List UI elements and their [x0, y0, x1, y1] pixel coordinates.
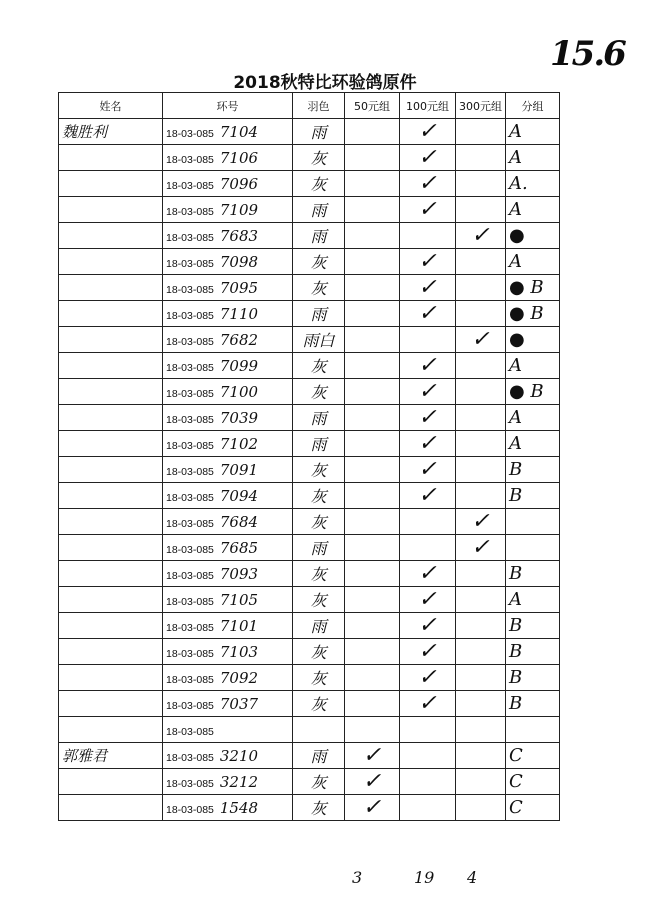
ring-number-cell — [163, 483, 293, 509]
feather-color-cell: 雨 — [293, 431, 345, 457]
ring-number-cell — [163, 249, 293, 275]
group-100-check-cell: ✓ — [400, 197, 456, 223]
ring-serial: 7103 — [219, 642, 259, 661]
footer-note: 4 — [467, 868, 478, 887]
feather-color-cell: 灰 — [293, 639, 345, 665]
group-300-check-cell — [456, 171, 506, 197]
group-100-check-cell — [400, 769, 456, 795]
group-50-check-cell — [345, 249, 400, 275]
owner-name-cell — [59, 535, 163, 561]
owner-name-cell — [59, 379, 163, 405]
ring-serial: 3210 — [219, 746, 259, 765]
group-100-check-cell — [400, 535, 456, 561]
owner-name-cell — [59, 613, 163, 639]
group-300-check-cell: ✓ — [456, 223, 506, 249]
ring-prefix: 18-03-085 — [166, 127, 214, 140]
group-300-check-cell — [456, 379, 506, 405]
owner-name-cell — [59, 405, 163, 431]
table-row — [59, 431, 560, 457]
ring-serial: 7092 — [219, 668, 259, 687]
owner-name-cell — [59, 145, 163, 171]
ring-prefix: 18-03-085 — [166, 569, 214, 582]
ring-serial: 7685 — [219, 538, 259, 557]
table-row — [59, 327, 560, 353]
ring-prefix: 18-03-085 — [166, 361, 214, 374]
group-100-check-cell: ✓ — [400, 483, 456, 509]
table-row — [59, 665, 560, 691]
ring-number-cell — [163, 457, 293, 483]
group-300-check-cell — [456, 665, 506, 691]
group-100-check-cell: ✓ — [400, 353, 456, 379]
footer-note: 3 — [352, 868, 363, 887]
ring-number-cell — [163, 301, 293, 327]
ring-number-cell — [163, 197, 293, 223]
table-row — [59, 353, 560, 379]
ring-prefix: 18-03-085 — [166, 153, 214, 166]
group-100-check-cell — [400, 327, 456, 353]
owner-name-cell — [59, 665, 163, 691]
feather-color-cell: 灰 — [293, 769, 345, 795]
group-100-check-cell: ✓ — [400, 275, 456, 301]
division-cell: A — [506, 197, 560, 223]
ring-prefix: 18-03-085 — [166, 699, 214, 712]
header-name: 姓名 — [59, 93, 163, 119]
group-100-check-cell — [400, 795, 456, 821]
table-row — [59, 795, 560, 821]
table-row — [59, 717, 560, 743]
group-300-check-cell — [456, 769, 506, 795]
ring-prefix: 18-03-085 — [166, 777, 214, 790]
table-row — [59, 613, 560, 639]
ring-number-cell — [163, 171, 293, 197]
table-row — [59, 535, 560, 561]
owner-name-cell — [59, 717, 163, 743]
header-group-50: 50元组 — [345, 93, 400, 119]
owner-name-cell — [59, 301, 163, 327]
feather-color-cell: 雨白 — [293, 327, 345, 353]
table-row — [59, 561, 560, 587]
group-50-check-cell — [345, 119, 400, 145]
ring-serial: 7109 — [219, 200, 259, 219]
group-100-check-cell — [400, 717, 456, 743]
group-50-check-cell — [345, 535, 400, 561]
feather-color-cell: 雨 — [293, 119, 345, 145]
group-50-check-cell — [345, 639, 400, 665]
division-cell: ● B — [506, 275, 560, 301]
division-cell: A — [506, 431, 560, 457]
group-300-check-cell — [456, 353, 506, 379]
group-300-check-cell: ✓ — [456, 327, 506, 353]
group-300-check-cell — [456, 275, 506, 301]
feather-color-cell: 灰 — [293, 509, 345, 535]
ring-number-cell — [163, 691, 293, 717]
group-100-check-cell — [400, 743, 456, 769]
document-title: 2018秋特比环验鸽原件 — [233, 73, 417, 93]
group-50-check-cell — [345, 717, 400, 743]
division-cell: B — [506, 613, 560, 639]
feather-color-cell: 灰 — [293, 795, 345, 821]
group-300-check-cell — [456, 561, 506, 587]
division-cell: A — [506, 249, 560, 275]
header-ring: 环号 — [163, 93, 293, 119]
division-cell: C — [506, 743, 560, 769]
table-row — [59, 691, 560, 717]
group-50-check-cell — [345, 223, 400, 249]
ring-prefix: 18-03-085 — [166, 673, 214, 686]
table-row — [59, 743, 560, 769]
owner-name-cell — [59, 795, 163, 821]
footer-note: 19 — [414, 868, 435, 887]
ring-serial: 7682 — [219, 330, 259, 349]
ring-number-cell — [163, 795, 293, 821]
group-100-check-cell: ✓ — [400, 301, 456, 327]
division-cell: A — [506, 405, 560, 431]
ring-number-cell — [163, 535, 293, 561]
ring-serial: 7093 — [219, 564, 259, 583]
ring-serial: 7094 — [219, 486, 259, 505]
division-cell: C — [506, 769, 560, 795]
ring-number-cell — [163, 639, 293, 665]
ring-number-cell — [163, 145, 293, 171]
ring-prefix: 18-03-085 — [166, 543, 214, 556]
group-300-check-cell — [456, 145, 506, 171]
ring-prefix: 18-03-085 — [166, 205, 214, 218]
owner-name-cell: 魏胜利 — [59, 119, 163, 145]
table-row — [59, 301, 560, 327]
feather-color-cell: 雨 — [293, 301, 345, 327]
division-cell: A. — [506, 171, 560, 197]
owner-name-cell — [59, 457, 163, 483]
feather-color-cell: 雨 — [293, 535, 345, 561]
ring-number-cell — [163, 665, 293, 691]
ring-serial: 7098 — [219, 252, 259, 271]
ring-prefix: 18-03-085 — [166, 751, 214, 764]
group-100-check-cell: ✓ — [400, 691, 456, 717]
group-50-check-cell: ✓ — [345, 769, 400, 795]
division-cell: B — [506, 639, 560, 665]
group-50-check-cell — [345, 171, 400, 197]
owner-name-cell — [59, 587, 163, 613]
group-50-check-cell — [345, 561, 400, 587]
group-50-check-cell — [345, 327, 400, 353]
table-row — [59, 405, 560, 431]
division-cell: B — [506, 691, 560, 717]
ring-serial: 7104 — [219, 122, 259, 141]
group-100-check-cell: ✓ — [400, 665, 456, 691]
group-50-check-cell — [345, 665, 400, 691]
division-cell: A — [506, 353, 560, 379]
group-300-check-cell — [456, 795, 506, 821]
table-body — [59, 119, 560, 821]
owner-name-cell — [59, 431, 163, 457]
feather-color-cell: 灰 — [293, 145, 345, 171]
ring-number-cell — [163, 275, 293, 301]
group-300-check-cell — [456, 457, 506, 483]
group-300-check-cell — [456, 691, 506, 717]
ring-serial: 7037 — [219, 694, 259, 713]
ring-prefix: 18-03-085 — [166, 491, 214, 504]
table-row — [59, 223, 560, 249]
group-50-check-cell — [345, 197, 400, 223]
group-100-check-cell — [400, 223, 456, 249]
owner-name-cell — [59, 483, 163, 509]
division-cell: C — [506, 795, 560, 821]
group-300-check-cell — [456, 743, 506, 769]
group-50-check-cell — [345, 483, 400, 509]
group-300-check-cell — [456, 613, 506, 639]
ring-number-cell — [163, 613, 293, 639]
ring-number-cell — [163, 119, 293, 145]
feather-color-cell: 灰 — [293, 457, 345, 483]
owner-name-cell — [59, 509, 163, 535]
ring-prefix: 18-03-085 — [166, 257, 214, 270]
ring-prefix: 18-03-085 — [166, 309, 214, 322]
page-number: 15.6 — [550, 34, 625, 74]
division-cell: A — [506, 119, 560, 145]
group-50-check-cell — [345, 301, 400, 327]
division-cell: A — [506, 145, 560, 171]
table-row — [59, 197, 560, 223]
table-row — [59, 457, 560, 483]
feather-color-cell: 灰 — [293, 353, 345, 379]
feather-color-cell: 灰 — [293, 561, 345, 587]
group-300-check-cell — [456, 301, 506, 327]
division-cell: ● B — [506, 379, 560, 405]
feather-color-cell: 雨 — [293, 743, 345, 769]
group-300-check-cell — [456, 587, 506, 613]
ring-prefix: 18-03-085 — [166, 725, 214, 738]
header-division: 分组 — [506, 93, 560, 119]
feather-color-cell: 灰 — [293, 275, 345, 301]
table-row — [59, 769, 560, 795]
group-50-check-cell — [345, 145, 400, 171]
division-cell — [506, 535, 560, 561]
ring-prefix: 18-03-085 — [166, 413, 214, 426]
group-50-check-cell — [345, 457, 400, 483]
division-cell: B — [506, 483, 560, 509]
group-50-check-cell — [345, 379, 400, 405]
table-row — [59, 145, 560, 171]
ring-serial: 7102 — [219, 434, 259, 453]
group-50-check-cell — [345, 691, 400, 717]
feather-color-cell: 灰 — [293, 691, 345, 717]
ring-serial: 7039 — [219, 408, 259, 427]
group-100-check-cell: ✓ — [400, 405, 456, 431]
owner-name-cell — [59, 353, 163, 379]
ring-serial: 1548 — [219, 798, 259, 817]
ring-number-cell — [163, 587, 293, 613]
ring-number-cell — [163, 769, 293, 795]
group-100-check-cell: ✓ — [400, 457, 456, 483]
group-100-check-cell: ✓ — [400, 119, 456, 145]
group-100-check-cell: ✓ — [400, 613, 456, 639]
group-50-check-cell — [345, 275, 400, 301]
header-color: 羽色 — [293, 93, 345, 119]
group-300-check-cell: ✓ — [456, 535, 506, 561]
owner-name-cell — [59, 171, 163, 197]
ring-serial: 7105 — [219, 590, 259, 609]
header-group-100: 100元组 — [400, 93, 456, 119]
table-row — [59, 119, 560, 145]
ring-number-cell — [163, 743, 293, 769]
group-300-check-cell — [456, 483, 506, 509]
ring-prefix: 18-03-085 — [166, 647, 214, 660]
division-cell: ● B — [506, 301, 560, 327]
feather-color-cell: 雨 — [293, 405, 345, 431]
feather-color-cell: 灰 — [293, 665, 345, 691]
group-100-check-cell: ✓ — [400, 171, 456, 197]
owner-name-cell — [59, 691, 163, 717]
group-100-check-cell — [400, 509, 456, 535]
group-50-check-cell — [345, 613, 400, 639]
table-row — [59, 639, 560, 665]
group-300-check-cell — [456, 119, 506, 145]
ring-serial: 7684 — [219, 512, 259, 531]
ring-number-cell — [163, 379, 293, 405]
owner-name-cell — [59, 769, 163, 795]
group-300-check-cell — [456, 431, 506, 457]
group-50-check-cell — [345, 587, 400, 613]
table-row — [59, 509, 560, 535]
group-50-check-cell — [345, 405, 400, 431]
ring-serial: 7106 — [219, 148, 259, 167]
division-cell — [506, 717, 560, 743]
ring-number-cell — [163, 509, 293, 535]
ring-serial: 7099 — [219, 356, 259, 375]
table-row — [59, 171, 560, 197]
group-100-check-cell: ✓ — [400, 431, 456, 457]
group-50-check-cell — [345, 509, 400, 535]
group-50-check-cell: ✓ — [345, 743, 400, 769]
ring-serial: 7110 — [219, 304, 259, 323]
group-300-check-cell — [456, 197, 506, 223]
division-cell: B — [506, 665, 560, 691]
table-row — [59, 587, 560, 613]
owner-name-cell — [59, 561, 163, 587]
pigeon-roster-table — [58, 92, 560, 821]
ring-prefix: 18-03-085 — [166, 283, 214, 296]
feather-color-cell: 雨 — [293, 223, 345, 249]
owner-name-cell — [59, 639, 163, 665]
ring-prefix: 18-03-085 — [166, 803, 214, 816]
ring-number-cell — [163, 431, 293, 457]
division-cell: B — [506, 457, 560, 483]
ring-number-cell — [163, 405, 293, 431]
ring-prefix: 18-03-085 — [166, 465, 214, 478]
ring-serial: 7096 — [219, 174, 259, 193]
ring-number-cell — [163, 561, 293, 587]
owner-name-cell — [59, 249, 163, 275]
group-100-check-cell: ✓ — [400, 587, 456, 613]
ring-prefix: 18-03-085 — [166, 387, 214, 400]
group-100-check-cell: ✓ — [400, 145, 456, 171]
group-50-check-cell — [345, 353, 400, 379]
table-row — [59, 249, 560, 275]
feather-color-cell: 灰 — [293, 483, 345, 509]
feather-color-cell: 雨 — [293, 197, 345, 223]
table-row — [59, 379, 560, 405]
division-cell: B — [506, 561, 560, 587]
ring-serial: 7100 — [219, 382, 259, 401]
group-100-check-cell: ✓ — [400, 379, 456, 405]
ring-serial: 7095 — [219, 278, 259, 297]
table-header-row — [59, 93, 560, 119]
group-300-check-cell — [456, 639, 506, 665]
ring-serial: 3212 — [219, 772, 259, 791]
ring-serial: 7091 — [219, 460, 259, 479]
ring-prefix: 18-03-085 — [166, 335, 214, 348]
group-300-check-cell — [456, 717, 506, 743]
group-100-check-cell: ✓ — [400, 639, 456, 665]
group-50-check-cell — [345, 431, 400, 457]
group-100-check-cell: ✓ — [400, 561, 456, 587]
group-50-check-cell: ✓ — [345, 795, 400, 821]
ring-serial: 7101 — [219, 616, 259, 635]
ring-prefix: 18-03-085 — [166, 231, 214, 244]
feather-color-cell: 灰 — [293, 249, 345, 275]
header-group-300: 300元组 — [456, 93, 506, 119]
ring-prefix: 18-03-085 — [166, 621, 214, 634]
ring-number-cell — [163, 223, 293, 249]
ring-prefix: 18-03-085 — [166, 439, 214, 452]
owner-name-cell — [59, 223, 163, 249]
ring-prefix: 18-03-085 — [166, 179, 214, 192]
division-cell: A — [506, 587, 560, 613]
division-cell — [506, 509, 560, 535]
ring-number-cell — [163, 717, 293, 743]
ring-prefix: 18-03-085 — [166, 517, 214, 530]
feather-color-cell — [293, 717, 345, 743]
ring-number-cell — [163, 327, 293, 353]
group-300-check-cell — [456, 249, 506, 275]
ring-number-cell — [163, 353, 293, 379]
feather-color-cell: 灰 — [293, 171, 345, 197]
group-100-check-cell: ✓ — [400, 249, 456, 275]
table-row — [59, 275, 560, 301]
ring-prefix: 18-03-085 — [166, 595, 214, 608]
group-300-check-cell — [456, 405, 506, 431]
owner-name-cell: 郭雅君 — [59, 743, 163, 769]
division-cell: ● — [506, 327, 560, 353]
table-row — [59, 483, 560, 509]
group-300-check-cell: ✓ — [456, 509, 506, 535]
ring-serial: 7683 — [219, 226, 259, 245]
feather-color-cell: 灰 — [293, 587, 345, 613]
feather-color-cell: 雨 — [293, 613, 345, 639]
feather-color-cell: 灰 — [293, 379, 345, 405]
owner-name-cell — [59, 275, 163, 301]
owner-name-cell — [59, 197, 163, 223]
owner-name-cell — [59, 327, 163, 353]
division-cell: ● — [506, 223, 560, 249]
